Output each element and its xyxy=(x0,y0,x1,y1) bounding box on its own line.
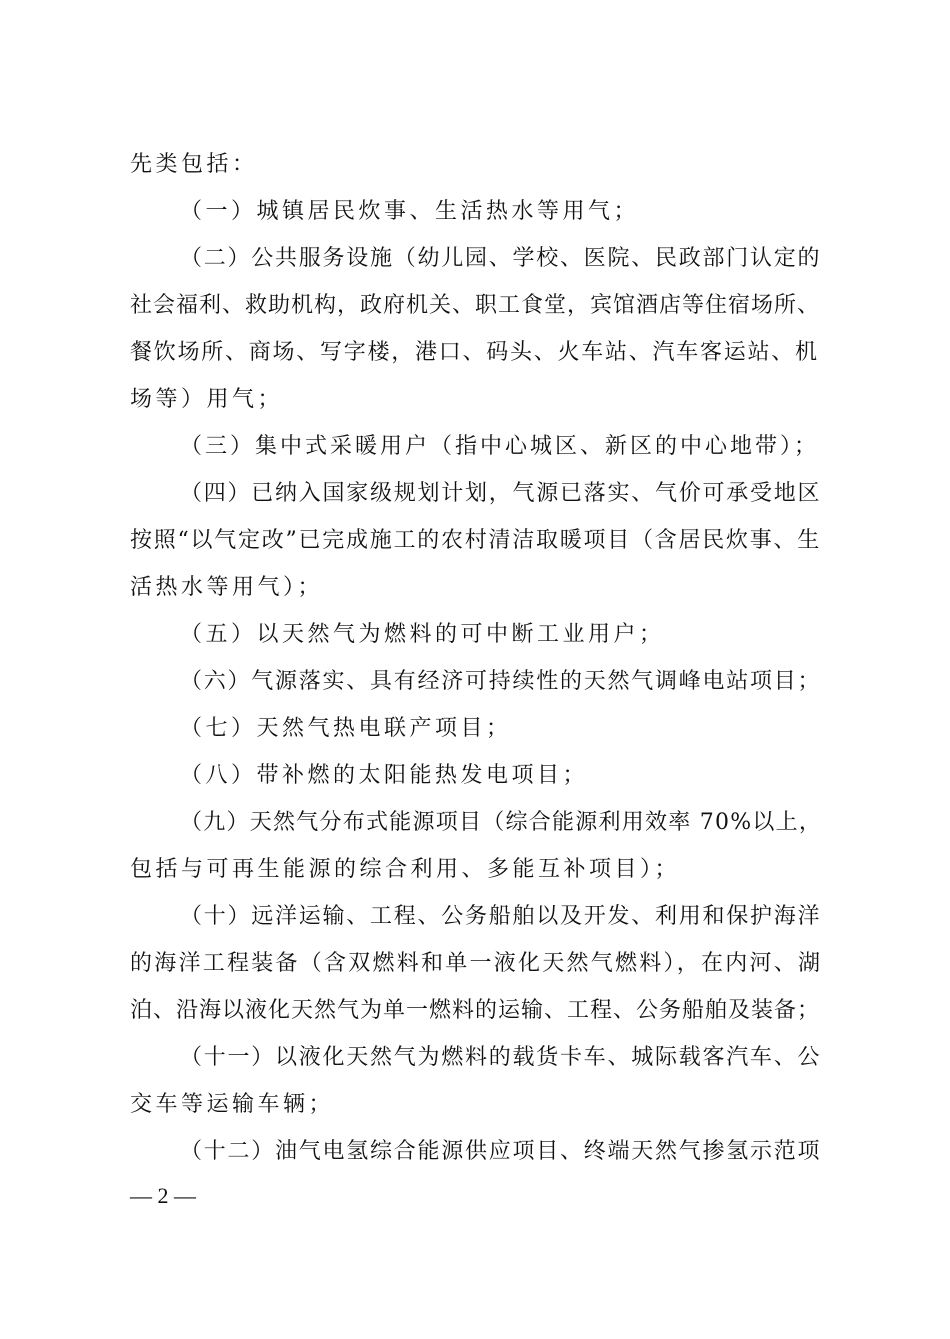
text-line: 泊、沿海以液化天然气为单一燃料的运输、工程、公务船舶及装备； xyxy=(130,998,821,1023)
text-line: （九）天然气分布式能源项目（综合能源利用效率 70%以上， xyxy=(180,810,823,835)
text-line: （十二）油气电氢综合能源供应项目、终端天然气掺氢示范项 xyxy=(180,1139,822,1164)
text-line: 场等）用气； xyxy=(130,387,284,412)
text-line: 先类包括： xyxy=(130,152,258,177)
text-line: （二）公共服务设施（幼儿园、学校、医院、民政部门认定的 xyxy=(180,246,822,271)
text-line: （一）城镇居民炊事、生活热水等用气； xyxy=(180,199,640,224)
text-line: （六）气源落实、具有经济可持续性的天然气调峰电站项目； xyxy=(180,669,822,694)
text-line: 的海洋工程装备（含双燃料和单一液化天然气燃料），在内河、湖 xyxy=(130,951,823,976)
text-line: （八）带补燃的太阳能热发电项目； xyxy=(180,763,589,788)
page-number: — 2 — xyxy=(130,1183,196,1208)
text-line: （三）集中式采暖用户（指中心城区、新区的中心地带）； xyxy=(180,434,820,459)
text-line: （七）天然气热电联产项目； xyxy=(180,716,512,741)
text-line: 餐饮场所、商场、写字楼，港口、码头、火车站、汽车客运站、机 xyxy=(130,340,819,365)
text-line: （四）已纳入国家级规划计划，气源已落实、气价可承受地区 xyxy=(180,481,822,506)
text-line: （十一）以液化天然气为燃料的载货卡车、城际载客汽车、公 xyxy=(180,1045,822,1070)
text-line: 按照“以气定改”已完成施工的农村清洁取暖项目（含居民炊事、生 xyxy=(130,528,821,553)
text-line: 包括与可再生能源的综合利用、多能互补项目）； xyxy=(130,857,681,882)
text-line: （五）以天然气为燃料的可中断工业用户； xyxy=(180,622,665,647)
text-line: 社会福利、救助机构，政府机关、职工食堂，宾馆酒店等住宿场所、 xyxy=(130,293,821,318)
text-line: （十）远洋运输、工程、公务船舶以及开发、利用和保护海洋 xyxy=(180,904,822,929)
text-line: 交车等运输车辆； xyxy=(130,1092,335,1117)
text-line: 活热水等用气）； xyxy=(130,575,324,600)
